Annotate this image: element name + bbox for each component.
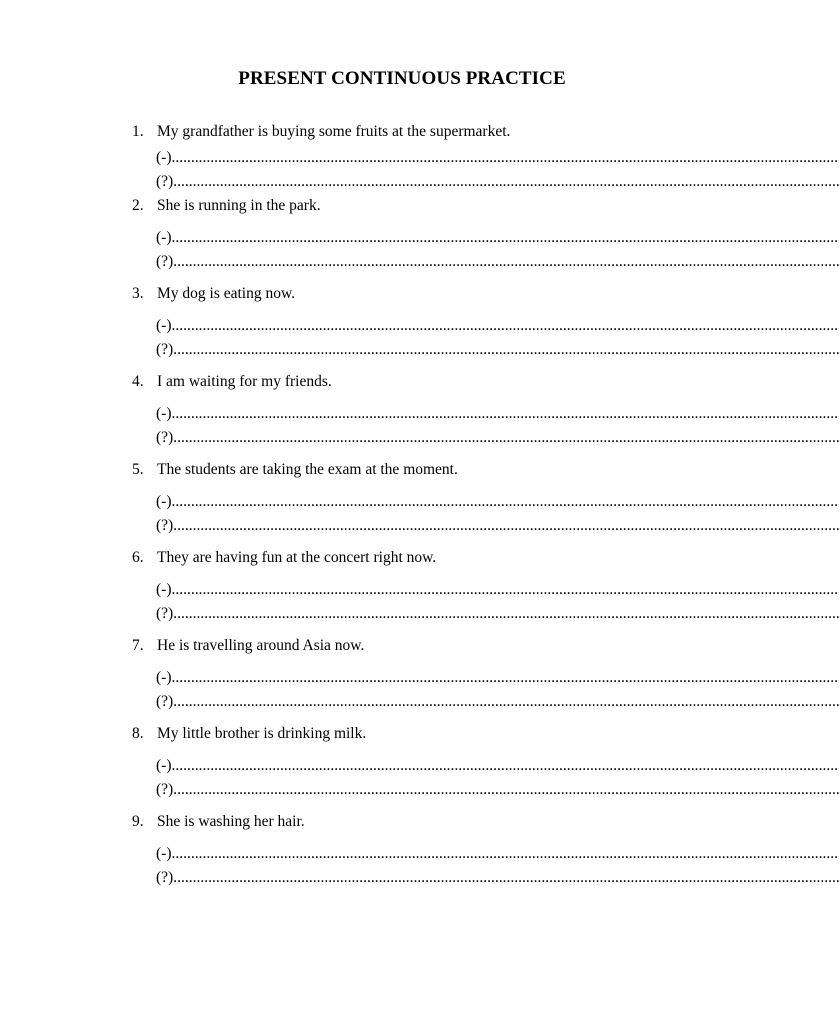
item-sentence: My little brother is drinking milk.: [157, 725, 367, 742]
question-answer-line[interactable]: [156, 605, 840, 623]
answer-dots: ............................................................................................................................................................................: [173, 605, 840, 622]
negative-prefix: (-): [156, 317, 172, 334]
item-number: 7.: [132, 637, 144, 654]
item-sentence: She is washing her hair.: [157, 813, 305, 830]
negative-answer-line[interactable]: [156, 757, 838, 775]
question-prefix: (?): [156, 253, 174, 270]
answer-dots: ............................................................................................................................................................................: [171, 757, 838, 774]
item-sentence: He is travelling around Asia now.: [157, 637, 365, 654]
answer-dots: ............................................................................................................................................................................: [173, 429, 840, 446]
negative-answer-line[interactable]: [156, 669, 838, 687]
item-sentence: My grandfather is buying some fruits at the supermarket.: [157, 123, 511, 140]
question-answer-line[interactable]: [156, 869, 840, 887]
answer-dots: ............................................................................................................................................................................: [173, 869, 840, 886]
negative-prefix: (-): [156, 845, 172, 862]
question-prefix: (?): [156, 341, 174, 358]
item-sentence: They are having fun at the concert right now.: [157, 549, 437, 566]
negative-answer-line[interactable]: [156, 405, 838, 423]
answer-dots: ............................................................................................................................................................................: [173, 781, 840, 798]
question-answer-line[interactable]: [156, 517, 840, 535]
negative-prefix: (-): [156, 493, 172, 510]
answer-dots: ............................................................................................................................................................................: [171, 669, 838, 686]
negative-prefix: (-): [156, 405, 172, 422]
answer-dots: ............................................................................................................................................................................: [173, 253, 840, 270]
negative-prefix: (-): [156, 149, 172, 166]
question-prefix: (?): [156, 605, 174, 622]
item-number: 6.: [132, 549, 144, 566]
negative-answer-line[interactable]: [156, 229, 838, 247]
question-answer-line[interactable]: [156, 341, 840, 359]
answer-dots: ............................................................................................................................................................................: [173, 341, 840, 358]
answer-dots: ............................................................................................................................................................................: [171, 845, 838, 862]
item-number: 2.: [132, 197, 144, 214]
negative-answer-line[interactable]: [156, 845, 838, 863]
answer-dots: ............................................................................................................................................................................: [173, 517, 840, 534]
negative-prefix: (-): [156, 581, 172, 598]
item-number: 5.: [132, 461, 144, 478]
negative-answer-line[interactable]: [156, 493, 838, 511]
answer-dots: ............................................................................................................................................................................: [171, 581, 838, 598]
question-prefix: (?): [156, 869, 174, 886]
question-prefix: (?): [156, 173, 174, 190]
answer-dots: ............................................................................................................................................................................: [171, 229, 838, 246]
item-sentence: My dog is eating now.: [157, 285, 296, 302]
negative-prefix: (-): [156, 757, 172, 774]
question-answer-line[interactable]: [156, 693, 840, 711]
answer-dots: ............................................................................................................................................................................: [171, 317, 838, 334]
item-sentence: She is running in the park.: [157, 197, 321, 214]
answer-dots: ............................................................................................................................................................................: [171, 149, 838, 166]
question-answer-line[interactable]: [156, 173, 840, 191]
negative-prefix: (-): [156, 669, 172, 686]
item-number: 9.: [132, 813, 144, 830]
question-prefix: (?): [156, 693, 174, 710]
item-number: 4.: [132, 373, 144, 390]
item-number: 3.: [132, 285, 144, 302]
page-title: PRESENT CONTINUOUS PRACTICE: [238, 68, 566, 89]
answer-dots: ............................................................................................................................................................................: [171, 405, 838, 422]
negative-answer-line[interactable]: [156, 581, 838, 599]
question-answer-line[interactable]: [156, 429, 840, 447]
answer-dots: ............................................................................................................................................................................: [173, 173, 840, 190]
question-prefix: (?): [156, 517, 174, 534]
item-sentence: I am waiting for my friends.: [157, 373, 332, 390]
negative-answer-line[interactable]: [156, 149, 838, 167]
answer-dots: ............................................................................................................................................................................: [173, 693, 840, 710]
item-number: 8.: [132, 725, 144, 742]
question-prefix: (?): [156, 781, 174, 798]
item-number: 1.: [132, 123, 144, 140]
item-sentence: The students are taking the exam at the moment.: [157, 461, 458, 478]
question-answer-line[interactable]: [156, 781, 840, 799]
answer-dots: ............................................................................................................................................................................: [171, 493, 838, 510]
question-prefix: (?): [156, 429, 174, 446]
question-answer-line[interactable]: [156, 253, 840, 271]
negative-answer-line[interactable]: [156, 317, 838, 335]
negative-prefix: (-): [156, 229, 172, 246]
